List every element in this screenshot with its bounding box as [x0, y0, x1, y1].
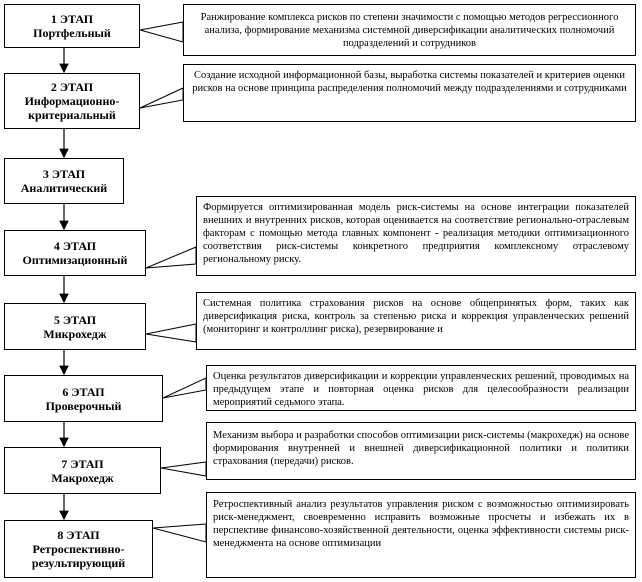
callout-pointer-8	[153, 524, 206, 542]
stage-2-name: Информационно-критериальный	[24, 94, 120, 122]
stage-5-name: Микрохедж	[43, 326, 107, 341]
stage-1-description: Ранжирование комплекса рисков по степени значимости с помощью методов регрессионного анализа, формирование механизма системной диверсификации аналитических полномочий подразделений и сотрудников	[183, 4, 636, 56]
stage-8-description: Ретроспективный анализ результатов управления риском с возможностью оптимизировать риск-менеджмент, своевременно исправить возможные просчеты и избежать их в перспективе финансово-хозяйственной деятельности, оценка эффективности системы риск-менеджмента на основе оптимизации	[206, 492, 636, 578]
stage-8-box	[4, 520, 153, 578]
stage-2-description: Создание исходной информационной базы, выработка системы показателей и критериев оценки рисков на основе принципа распределения полномочий между подразделениями и сотрудниками	[183, 64, 636, 122]
stage-3-box	[4, 158, 124, 204]
callout-pointer-6	[163, 378, 206, 398]
stage-7-box	[4, 447, 161, 494]
stage-6-number: 6 ЭТАП	[62, 384, 105, 399]
stage-5-description: Системная политика страхования рисков на основе общепринятых форм, таких как диверсификация риска, контроль за степенью риска и коррекция управленческих решений (мониторинг и контроллинг риска), резервирование и	[196, 292, 636, 350]
stage-6-name: Проверочный	[45, 398, 122, 413]
stage-4-name: Оптимизационный	[22, 253, 128, 267]
stage-4-description: Формируется оптимизированная модель риск-системы на основе интеграции показателей внешних и внутренних рисков, которая оценивается на соответствие регионально-отраслевым факторам с помощью метода главных компонент - реализация методики оптимизационного соответствия риск-системы конкретного предприятия комплексному отраслевому региональному риску.	[196, 196, 636, 276]
callout-pointer-7	[161, 462, 206, 476]
callout-pointer-5	[146, 324, 196, 342]
callout-pointer-1	[140, 22, 183, 42]
stage-1-box	[4, 4, 140, 48]
stage-8-name: Ретроспективно-результирующий	[31, 542, 126, 570]
stage-5-box	[4, 303, 146, 350]
stage-8-number: 8 ЭТАП	[57, 528, 100, 542]
stage-2-number: 2 ЭТАП	[50, 80, 94, 94]
stage-6-description: Оценка результатов диверсификации и коррекции управленческих решений, проводимых на предыдущем этапе и повторная оценка рисков для целесообразности реализации мероприятий седьмого этапа.	[206, 365, 636, 411]
stage-1-name: Портфельный	[33, 26, 111, 40]
stage-6-box	[4, 375, 163, 422]
stage-7-name: Макрохедж	[51, 470, 114, 485]
stage-7-description: Механизм выбора и разработки способов оптимизации риск-системы (макрохедж) на основе формирования внутренней и внешней диверсификационной политики и политики страхования (передачи) рисков.	[206, 422, 636, 480]
stage-2-box	[4, 73, 140, 129]
stage-3-number: 3 ЭТАП	[42, 167, 86, 181]
callout-pointer-2	[140, 88, 183, 108]
stage-3-name: Аналитический	[20, 181, 108, 195]
stage-7-number: 7 ЭТАП	[61, 456, 104, 471]
stage-4-box	[4, 230, 146, 276]
stage-4-number: 4 ЭТАП	[53, 239, 97, 253]
stage-1-number: 1 ЭТАП	[50, 12, 94, 26]
stage-5-number: 5 ЭТАП	[53, 312, 97, 327]
callout-pointer-4	[146, 247, 196, 268]
